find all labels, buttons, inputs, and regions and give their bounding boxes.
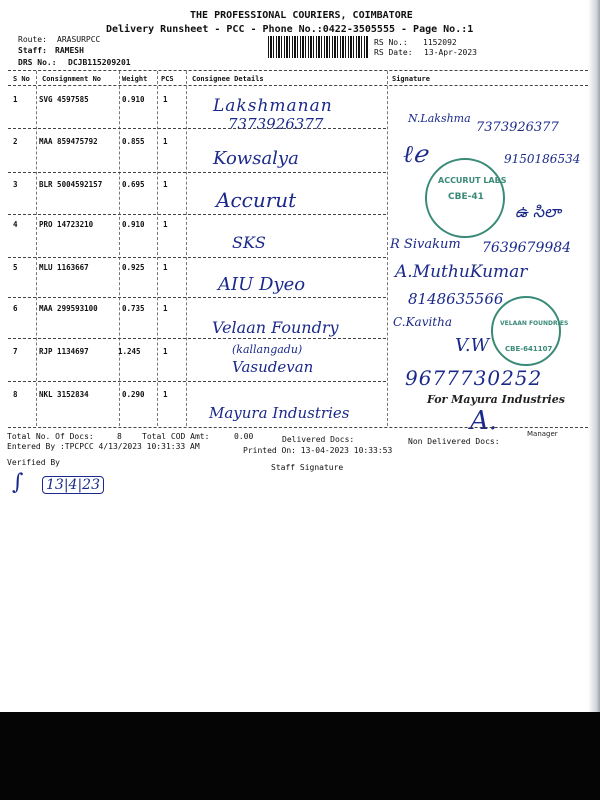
row-pcs: 1 — [163, 304, 168, 313]
row-weight: 0.290 — [122, 390, 145, 399]
col-pcs: PCS — [161, 75, 174, 83]
row-sno: 3 — [13, 180, 18, 189]
consignee-handwriting: AIU Dyeo — [218, 274, 306, 295]
signature-phone: 8148635566 — [408, 290, 504, 308]
col-consignee: Consignee Details — [192, 75, 264, 83]
col-signature: Signature — [392, 75, 430, 83]
cod-value: 0.00 — [234, 432, 254, 441]
signature-phone: 7639679984 — [482, 240, 572, 256]
row-sno: 8 — [13, 390, 18, 399]
route-label: Route: — [18, 35, 47, 44]
row-weight: 0.695 — [122, 180, 145, 189]
signature-handwriting: A.MuthuKumar — [395, 262, 528, 282]
row-divider — [8, 214, 386, 215]
row-divider — [8, 338, 386, 339]
verified-scribble: ∫ — [12, 470, 24, 495]
row-consignment: SVG 4597585 — [39, 95, 89, 104]
row-sno: 2 — [13, 137, 18, 146]
row-consignment: BLR 5004592157 — [39, 180, 103, 189]
delivered-label: Delivered Docs: — [282, 435, 355, 444]
col-sep — [157, 71, 158, 426]
row-sno: 6 — [13, 304, 18, 313]
header-top-rule — [8, 70, 588, 71]
row-weight: 0.925 — [122, 263, 145, 272]
row-divider — [8, 297, 386, 298]
scan-edge-right — [588, 0, 600, 712]
row-weight: 0.910 — [122, 220, 145, 229]
row-pcs: 1 — [163, 137, 168, 146]
row-pcs: 1 — [163, 220, 168, 229]
signature-scribble: A. — [470, 406, 498, 436]
consignee-note: (kallangadu) — [232, 343, 303, 356]
row-divider — [8, 128, 386, 129]
row-pcs: 1 — [163, 180, 168, 189]
row-consignment: RJP 1134697 — [39, 347, 89, 356]
scan-edge-bottom — [0, 712, 600, 800]
drs-value: DCJB115209201 — [68, 58, 131, 67]
verified-signature: 13|4|23 — [42, 476, 104, 494]
stamp-text: CBE-41 — [448, 192, 484, 202]
col-sno: S No — [13, 75, 30, 83]
row-consignment: MLU 1163667 — [39, 263, 89, 272]
consignee-handwriting: Accurut — [216, 188, 297, 212]
row-weight: 0.910 — [122, 95, 145, 104]
route-value: ARASURPCC — [57, 35, 101, 44]
total-docs-label: Total No. Of Docs: — [7, 432, 94, 441]
row-sno: 4 — [13, 220, 18, 229]
signature-phone: 7373926377 — [476, 120, 559, 135]
row-pcs: 1 — [163, 263, 168, 272]
row-divider — [8, 381, 386, 382]
company-stamp — [491, 296, 561, 366]
consignee-handwriting: Lakshmanan — [213, 96, 333, 116]
verified-by-label: Verified By — [7, 458, 60, 467]
signature-scribble: ℓℯ — [403, 140, 428, 168]
col-weight: Weight — [122, 75, 148, 83]
consignee-phone: 7373926377 — [228, 115, 324, 133]
rs-no-label: RS No.: — [374, 38, 408, 47]
row-divider — [8, 172, 386, 173]
company-stamp-text: For Mayura Industries — [427, 393, 565, 406]
printed-on: Printed On: 13-04-2023 10:33:53 — [243, 446, 393, 455]
row-pcs: 1 — [163, 347, 168, 356]
row-weight: 0.735 — [122, 304, 145, 313]
consignee-handwriting: Vasudevan — [232, 358, 314, 376]
stamp-text: VELAAN FOUNDRIES — [500, 320, 569, 327]
signature-handwriting: R Sivakum — [390, 237, 461, 252]
signature-handwriting: C.Kavitha — [393, 315, 453, 329]
row-sno: 1 — [13, 95, 18, 104]
signature-phone: 9677730252 — [405, 366, 543, 390]
col-sep — [36, 71, 37, 426]
col-consignment: Consignment No — [42, 75, 102, 83]
total-docs-value: 8 — [117, 432, 122, 441]
col-sep — [186, 71, 187, 426]
footer-rule — [8, 427, 588, 428]
drs-label: DRS No.: — [18, 58, 57, 67]
consignee-handwriting: Kowsalya — [213, 148, 299, 169]
row-pcs: 1 — [163, 95, 168, 104]
row-weight: 0.855 — [122, 137, 145, 146]
staff-value: RAMESH — [55, 46, 84, 55]
row-sno: 5 — [13, 263, 18, 272]
company-title: THE PROFESSIONAL COURIERS, COIMBATORE — [190, 10, 413, 21]
stamp-text: ACCURUT LABS — [438, 176, 507, 185]
rs-no-value: 1152092 — [423, 38, 457, 47]
col-sep — [119, 71, 120, 426]
row-consignment: MAA 859475792 — [39, 137, 98, 146]
barcode — [268, 36, 368, 58]
consignee-handwriting: Velaan Foundry — [212, 318, 339, 337]
signature-handwriting: N.Lakshma — [408, 112, 471, 125]
rs-date-value: 13-Apr-2023 — [424, 48, 477, 57]
row-consignment: MAA 299593100 — [39, 304, 98, 313]
signature-phone: 9150186534 — [504, 152, 581, 166]
runsheet-subtitle: Delivery Runsheet - PCC - Phone No.:0422-3505555 - Page No.:1 — [106, 24, 474, 35]
col-sep — [387, 71, 388, 426]
stamp-text: CBE-641107 — [505, 345, 553, 353]
signature-scribble: V.W — [455, 335, 490, 356]
consignee-handwriting: SKS — [232, 233, 266, 252]
header-bottom-rule — [8, 85, 588, 86]
rs-date-label: RS Date: — [374, 48, 413, 57]
row-sno: 7 — [13, 347, 18, 356]
signature-scribble: ఉ సిలా — [515, 202, 561, 221]
row-weight: 1.245 — [118, 347, 141, 356]
row-consignment: NKL 3152834 — [39, 390, 89, 399]
non-delivered-label: Non Delivered Docs: — [408, 437, 500, 446]
stamp-designation: Manager — [527, 430, 558, 438]
row-consignment: PRO 14723210 — [39, 220, 94, 229]
consignee-handwriting: Mayura Industries — [209, 404, 350, 422]
row-divider — [8, 257, 386, 258]
staff-label: Staff: — [18, 46, 47, 55]
staff-signature-label: Staff Signature — [271, 463, 344, 472]
row-pcs: 1 — [163, 390, 168, 399]
entered-by: Entered By :TPCPCC 4/13/2023 10:31:33 AM — [7, 442, 200, 451]
cod-label: Total COD Amt: — [142, 432, 210, 441]
